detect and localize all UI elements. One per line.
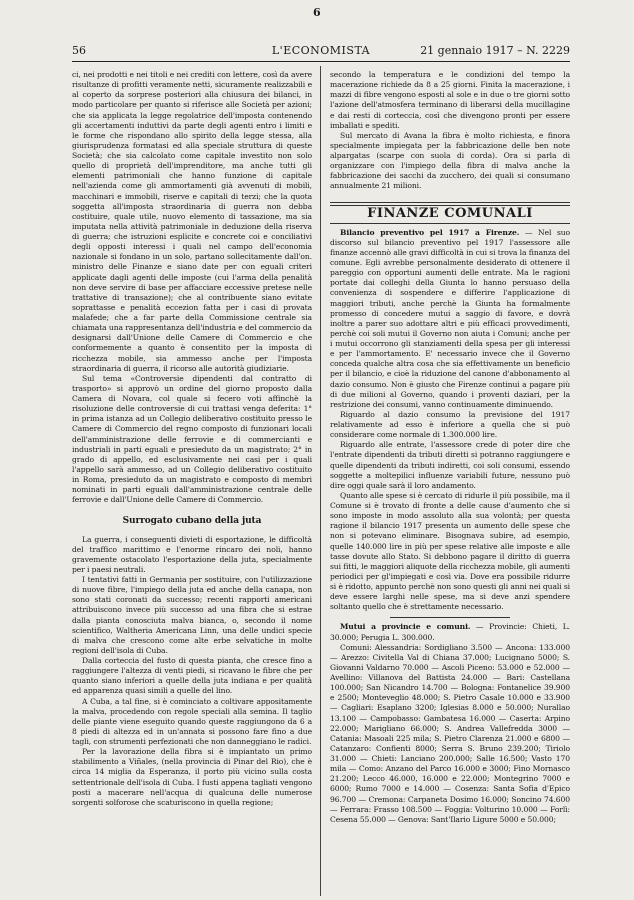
page-number: 56: [72, 44, 86, 57]
paragraph: Sul tema «Controversie dipendenti dal contratto di trasporto» si approvò un ordine del giorno proposto dalla Camera di Novara, col quale si fecero voti affinchè la risoluzione delle controversie di cui trattasi venga deferita: 1° in prima istanza ad un Collegio deliberativo costituito presso le Camere di Commercio del regno composto di funzionari locali dell'amministrazione delle ferrovie e di commercianti e industriali in parti eguali e presieduto da un magistrato; 2° in grado di appello, ed esclusivamente nei casi per i quali l'appello sarà ammesso, ad un Collegio deliberativo costituito in Roma, presieduto da un magistrato e composto di membri nominati in parti eguali dall'amministrazione centrale delle ferrovie e dall'Unione delle Camere di Commercio.: [72, 373, 312, 505]
subheading-bilancio: Bilancio preventivo pel 1917 a Firenze.: [340, 227, 520, 237]
subheading-mutui: Mutui a provincie e comuni.: [340, 622, 471, 632]
paragraph: Per la lavorazione della fibra si è impiantato un primo stabilimento a Viñales, (nella provincia di Pinar del Rio), che è circa 14 miglia da Esperanza, il porto più vicino sulla costa settentrionale dell'isola di Cuba. I fusti appena tagliati vengono posti a macerare nell'acqua di qualcuna delle numerose sorgenti solforose che scaturiscono in quella regione;: [72, 747, 312, 807]
paragraph: secondo la temperatura e le condizioni del tempo la macerazione richiede da 8 a 25 giorni. Finita la macerazione, i mazzi di fibre vengono esposti al sole e in due o tre giorni sotto l'azione dell'atmosfera terminano di liberarsi della mucillagine e dai resti di corteccia, così che divengono pronti per essere imballati e spediti.: [330, 70, 570, 130]
top-mark: 6: [313, 6, 321, 19]
paragraph-bilancio: [330, 228, 570, 410]
mutui-text: — Provincie: Chieti, L. 30.000; Perugia L. 300.000.: [330, 622, 570, 642]
right-column: [330, 70, 570, 825]
section-title-juta: Surrogato cubano della juta: [122, 516, 262, 527]
paragraph: Sul mercato di Avana la fibra è molto richiesta, e finora specialmente impiegata per la fabbricazione delle ben note alpargatas (scarpe con suola di corda). Ora si parla di organizzare con l'impiego della fibra di malva anche la fabbricazione dei sacchi da zucchero, dei quali si consumano annualmente 21 milioni.: [330, 130, 570, 191]
paragraph-mutui: [330, 622, 570, 642]
paragraph: Dalla corteccia del fusto di questa pianta, che cresce fino a raggiungere l'altezza di venti piedi, si ricavano le fibre che per quanto siano inferiori a quelle della juta indiana e per qualità ed apparenza quasi simili a quelle del lino.: [72, 656, 312, 696]
paragraph: A Cuba, a tal fine, si è cominciato a coltivare appositamente la malva, procedendo con regole speciali alla semina. Il taglio delle piante viene eseguito quando queste raggiungono da 6 a 8 piedi di altezza ed in un'annata si possono fare fino a due tagli, con strumenti perfezionati che non danneggiano le radici.: [72, 696, 312, 746]
journal-title: L'ECONOMISTA: [271, 44, 371, 57]
short-rule: [390, 617, 510, 618]
column-divider: [320, 66, 321, 896]
bilancio-text: — Nel suo discorso sul bilancio preventivo pel 1917 l'assessore alle finanze accennò alle gravi difficoltà in cui si trova la finanza del comune. Egli avrebbe personalmente desiderato di ottenere il pareggio con opportuni aumenti delle entrate. Ma le ragioni portate dai colleghi della Giunta lo hanno persuaso della convenienza di sospendere e differire l'applicazione di maggiori tributi, anche perchè la Giunta ha formalmente promesso di concedere mutui a saggio di favore, e dovrà inoltre a parer suo adottare altri e più efficaci provvedimenti, perchè coi soli mutui il Governo non aiuta i Comuni; anche per i mutui occorrono gli stanziamenti della spesa per gli interessi e per l'ammortamento. E' necessario invece che il Governo conceda qualche altra cosa che sia effettivamente un beneficio per il bilancio, e cioè la riduzione del canone d'abbonamento al dazio consumo. Non è giusto che Firenze continui a pagare più di due milioni al Governo, quando i proventi daziari, per la restrizione dei consumi, vanno continuamente diminuendo.: [330, 227, 571, 409]
paragraph: Riguardo al dazio consumo la previsione del 1917 relativamente ad esso è inferiore a quella che si può considerare come normale di 1.300.000 lire.: [330, 409, 570, 440]
paragraph: I tentativi fatti in Germania per sostituire, con l'utilizzazione di nuove fibre, l'impiego della juta ed anche della canapa, non sono stati coronati da successo; recenti rapporti americani attribuiscono invece più successo ad una fibra che si estrae dalla pianta conosciuta malva bianca, o, secondo il nome scientifico, Waltheria Americana Linn, una delle undici specie di malva che crescono come alte erbe selvatiche in molte regioni dell'isola di Cuba.: [72, 575, 312, 655]
paragraph: ci, nei prodotti e nei titoli e nei crediti con lettere, così da avere risultanze di profitti veramente netti, sicuramente realizzabili e al coperto da sorprese posteriori alla chiusura dei bilanci, in modo particolare per quanto si riferisce alle Società per azioni; che sia applicata la legge regolatrice dell'imposta contenendo gli accertamenti induttivi da parte degli agenti entro i limiti e le forme che rispondano allo spirito della legge stessa, alla giurisprudenza formatasi ed alla speciale struttura di queste Società; che sia calcolato come capitale investito non solo quello di proprietà dell'imprenditore, ma anche tutti gli elementi patrimoniali che hanno funzione di capitale nell'azienda come gli ammortamenti già avvenuti di mobili, macchinari e immobili, riserve e capitali di terzi; che la quota soggetta all'imposta straordinaria di guerra non debba costituire, quale utile, nuovo elemento di tassazione, ma sia imputata nella attività patrimoniale in deduzione della riserva di guerra; che istruzioni esplicite e concrete coi e conciliativi degli opposti interessi i quali nel campo dell'economia nazionale si fondano in un solo, partano sollecitamente dall'on. ministro delle Finanze e siano date per con eguali criteri applicate dagli agenti delle imposte (cui l'arma della penalità non deve servire di base per affacciare eccessive pretese nelle trattative di transazione); che al contribuente siano evitate soprattasse e penalità eccezion fatta per i casi di provata malafede; che a far parte della Commissione centrale sia chiamata una rappresentanza dell'industria e del commercio da designarsi dall'Unione delle Camere di Commercio e che conformemente a quanto è consentito per la imposta di ricchezza mobile, sia ammesso anche per l'imposta straordinaria di guerra, il ricorso alle autorità giudiziarie.: [72, 70, 312, 373]
paragraph: Riguardo alle entrate, l'assessore crede di poter dire che l'entrate dipendenti da tributi diretti si potranno raggiungere e quelle dipendenti da tributi indiretti, coi soli consumi, essendo soggette a moltepilici influenze variabili future, nessuno può dire oggi quale sarà il loro andamento.: [330, 440, 570, 490]
section-rule: [330, 202, 570, 203]
left-column: [72, 70, 312, 808]
issue-date: 21 gennaio 1917 – N. 2229: [420, 44, 570, 57]
section-title-finanze: FINANZE COMUNALI: [330, 205, 570, 224]
paragraph: Comuni: Alessandria: Sordigliano 3.500 — Ancona: 133.000 — Arezzo: Civitella Val di Chiana 37.000; Lucignano 5000; S. Giovanni Valdarno 70.000 — Ascoli Piceno: 53.000 e 52.000 — Avellino: Villanova del Battista 24.000 — Bari: Castellana 100.000; San Nicandro 14.700 — Bologna: Fontanelice 39.900 e 2500; Monteveglio 48.000; S. Pietro Casale 10.000 e 33.900 — Cagliari: Esaplano 3200; Iglesias 8.000 e 50.000; Nurallao 13.100 — Campobasso: Gambatesa 16.000 — Caserta: Arpino 22.000; Marigliano 66.000; S. Andrea Vallefredda 3000 — Catania: Masoali 225 mila; S. Pietro Clarenza 21.000 e 6800 — Catanzaro: Confienti 8000; Serra S. Bruno 239.200; Tiriolo 31.000 — Chieti: Lanciano 200.000; Salle 16.500; Vasto 170 mila — Como: Anzano del Parco 16.000 e 3000; Fino Mornasco 21.200; Lecco 46.000, 16.000 e 22.000; Montegrino 7000 e 6000; Rumo 7000 e 14.000 — Cosenza: Santa Sofia d'Epico 96.700 — Cremona: Carpaneta Dosimo 16.000; Soncino 74.600 — Ferrara: Frasso 108.500 — Foggia: Volturino 10.000 — Forlì: Cesena 55.000 — Genova: Sant'Ilario Ligure 5000 e 50.000;: [330, 642, 570, 824]
paragraph: La guerra, i conseguenti divieti di esportazione, le difficoltà del traffico marittimo e l'enorme rincaro dei noli, hanno gravemente ostacolato l'esportazione della juta, specialmente per i paesi neutrali.: [72, 534, 312, 574]
page-header: [72, 44, 570, 60]
paragraph: Quanto alle spese si è cercato di ridurle il più possibile, ma il Comune si è trovato di fronte a delle cause d'aumento che si sono imposte in modo assoluto alla sua volontà; per questa ragione il bilancio 1917 presenta un aumento delle spese che non si potevano eliminare. Bisognava subire, ad esempio, quelle 140.000 lire in più per spese relative alle imposte e alle tasse dovute allo Stato. Si debbono pagare il diritto di guerra sui fitti, le maggiori aliquote della ricchezza mobile, gli aumenti periodici per gl'impiegati e così via. Dove era possibile ridurre si è ridotto, appunto perchè non sono questi gli anni nei quali si deve essere larghi nelle spese, ma si deve anzi spendere soltanto quello che è strettamente necessario.: [330, 490, 570, 612]
header-rule: [72, 61, 570, 62]
